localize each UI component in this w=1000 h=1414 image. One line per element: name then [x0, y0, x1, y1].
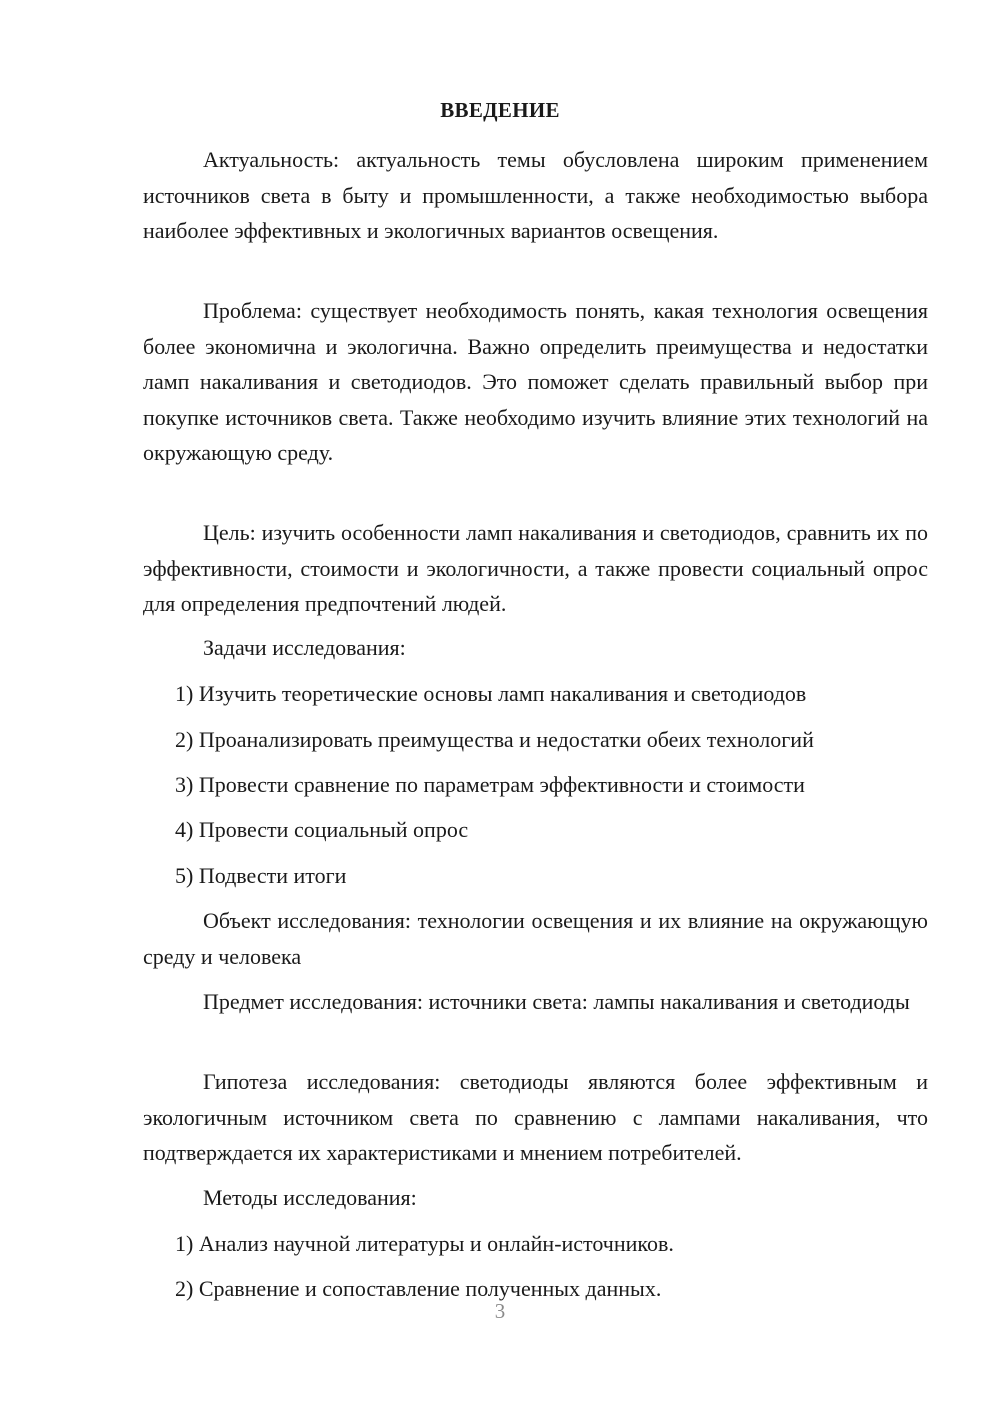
- task-item-4: 4) Провести социальный опрос: [175, 817, 469, 842]
- goal-paragraph: Цель: изучить особенности ламп накаливания и светодиодов, сравнить их по эффективности, стоимости и экологичности, а также провести социальный опрос для определения предпочтений людей.: [143, 520, 928, 616]
- task-item-3: 3) Провести сравнение по параметрам эффективности и стоимости: [175, 772, 805, 797]
- page-title: ВВЕДЕНИЕ: [440, 98, 560, 122]
- tasks-heading: Задачи исследования:: [203, 635, 406, 660]
- object-paragraph: Объект исследования: технологии освещения и их влияние на окружающую среду и человека: [143, 908, 928, 969]
- relevance-paragraph: Актуальность: актуальность темы обусловлена широким применением источников света в быту и промышленности, а также необходимостью выбора наиболее эффективных и экологичных вариантов освещения.: [143, 147, 928, 243]
- task-item-2: 2) Проанализировать преимущества и недостатки обеих технологий: [175, 727, 814, 752]
- page-number: 3: [494, 1299, 506, 1323]
- task-item-5: 5) Подвести итоги: [175, 863, 347, 888]
- method-item-2: 2) Сравнение и сопоставление полученных данных.: [175, 1276, 662, 1301]
- methods-heading: Методы исследования:: [203, 1185, 417, 1210]
- hypothesis-paragraph: Гипотеза исследования: светодиоды являются более эффективным и экологичным источником света по сравнению с лампами накаливания, что подтверждается их характеристиками и мнением потребителей.: [143, 1069, 928, 1165]
- method-item-1: 1) Анализ научной литературы и онлайн-источников.: [175, 1231, 674, 1256]
- subject-paragraph: Предмет исследования: источники света: лампы накаливания и светодиоды: [203, 989, 910, 1014]
- problem-paragraph: Проблема: существует необходимость понять, какая технология освещения более экономична и экологична. Важно определить преимущества и недостатки ламп накаливания и светодиодов. Это поможет сделать правильный выбор при покупке источников света. Также необходимо изучить влияние этих технологий на окружающую среду.: [143, 298, 928, 465]
- task-item-1: 1) Изучить теоретические основы ламп накаливания и светодиодов: [175, 681, 807, 706]
